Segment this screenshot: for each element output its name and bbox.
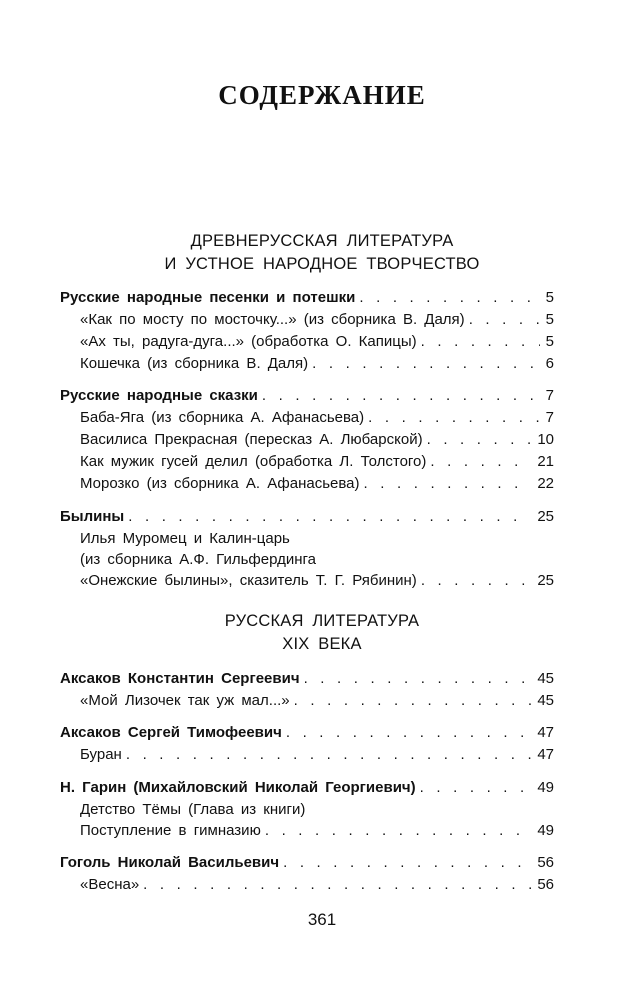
toc-entry-page: 56	[537, 876, 554, 893]
toc-entry-continuation	[80, 549, 554, 571]
toc-entry-page: 5	[545, 333, 554, 350]
toc-entry-page: 47	[537, 746, 554, 763]
toc-entry-title: Аксаков Константин Сергеевич	[60, 670, 300, 687]
toc-entry-page: 7	[545, 409, 554, 426]
toc-entry[interactable]	[80, 690, 554, 712]
toc-entry-title: (из сборника А.Ф. Гильфердинга	[80, 551, 316, 568]
toc-entry-title: «Как по мосту по мосточку...» (из сборника В. Даля)	[80, 311, 465, 328]
section-heading-line: И УСТНОЕ НАРОДНОЕ ТВОРЧЕСТВО	[164, 255, 480, 273]
section-heading-old-russian	[0, 230, 644, 276]
section-heading-line: XIX ВЕКА	[282, 635, 362, 653]
toc-entry[interactable]	[80, 528, 554, 550]
toc-leader-dots	[465, 309, 540, 331]
toc-entry-page: 25	[537, 572, 554, 589]
toc-leader-dots	[355, 287, 539, 309]
toc-entry-page: 22	[537, 475, 554, 492]
toc-entry-continuation[interactable]	[80, 820, 554, 842]
toc-entry-page: 45	[537, 692, 554, 709]
toc-leader-dots	[124, 506, 531, 528]
toc-entry[interactable]	[80, 429, 554, 451]
toc-entry-title: «Онежские былины», сказитель Т. Г. Рябинин)	[80, 572, 417, 589]
toc-leader-dots	[308, 353, 540, 375]
toc-entry-page: 5	[545, 311, 554, 328]
toc-entry-title: Н. Гарин (Михайловский Николай Георгиевич)	[60, 779, 416, 796]
toc-entry-songs[interactable]	[60, 287, 554, 309]
section-heading-line: РУССКАЯ ЛИТЕРАТУРА	[224, 612, 420, 630]
toc-entry-page: 7	[545, 387, 554, 404]
toc-entry[interactable]	[80, 353, 554, 375]
section-heading-line: ДРЕВНЕРУССКАЯ ЛИТЕРАТУРА	[190, 232, 454, 250]
toc-entry-page: 10	[537, 431, 554, 448]
toc-entry-page: 5	[545, 289, 554, 306]
toc-leader-dots	[261, 820, 531, 842]
toc-entry-title: Баба-Яга (из сборника А. Афанасьева)	[80, 409, 365, 426]
toc-leader-dots	[290, 690, 532, 712]
toc-leader-dots	[417, 331, 540, 353]
toc-entry[interactable]	[80, 799, 554, 821]
toc-entry-title: Поступление в гимназию	[80, 822, 261, 839]
toc-entry-page: 49	[537, 822, 554, 839]
toc-leader-dots	[258, 385, 540, 407]
toc-leader-dots	[416, 777, 532, 799]
toc-entry[interactable]	[80, 331, 554, 353]
toc-leader-dots	[122, 744, 531, 766]
toc-leader-dots	[139, 874, 531, 896]
toc-entry-tales[interactable]	[60, 385, 554, 407]
toc-entry-author[interactable]	[60, 777, 554, 799]
toc-entry-title: Буран	[80, 746, 122, 763]
toc-entry[interactable]	[80, 874, 554, 896]
toc-entry-title: Былины	[60, 508, 125, 525]
toc-entry-author[interactable]	[60, 852, 554, 874]
toc-entry[interactable]	[80, 309, 554, 331]
toc-entry-title: «Весна»	[80, 876, 140, 893]
toc-entry-byliny[interactable]	[60, 506, 554, 528]
section-heading-19th-century	[0, 610, 644, 656]
toc-entry-page: 25	[537, 508, 554, 525]
toc-entry-author[interactable]	[60, 668, 554, 690]
toc-entry-title: Гоголь Николай Васильевич	[60, 854, 280, 871]
toc-entry-title: Морозко (из сборника А. Афанасьева)	[80, 475, 360, 492]
toc-entry-page: 49	[537, 779, 554, 796]
toc-leader-dots	[423, 429, 532, 451]
toc-entry-title: Детство Тёмы (Глава из книги)	[80, 801, 306, 818]
toc-entry-page: 45	[537, 670, 554, 687]
toc-leader-dots	[360, 473, 532, 495]
toc-entry-title: «Мой Лизочек так уж мал...»	[80, 692, 290, 709]
toc-entry-title: Кошечка (из сборника В. Даля)	[80, 355, 309, 372]
toc-leader-dots	[300, 668, 532, 690]
toc-leader-dots	[417, 570, 532, 592]
toc-entry-title: Как мужик гусей делил (обработка Л. Толстого)	[80, 453, 427, 470]
toc-entry[interactable]	[80, 407, 554, 429]
toc-entry[interactable]	[80, 473, 554, 495]
toc-entry-author[interactable]	[60, 722, 554, 744]
toc-leader-dots	[364, 407, 540, 429]
toc-entry[interactable]	[80, 451, 554, 473]
toc-leader-dots	[279, 852, 531, 874]
toc-entry-page: 6	[545, 355, 554, 372]
toc-entry-title: Илья Муромец и Калин-царь	[80, 530, 290, 547]
toc-entry-title: Русские народные песенки и потешки	[60, 289, 356, 306]
toc-entry-title: Русские народные сказки	[60, 387, 258, 404]
toc-entry-page: 21	[537, 453, 554, 470]
toc-entry[interactable]	[80, 744, 554, 766]
toc-entry-title: Василиса Прекрасная (пересказ А. Любарской)	[80, 431, 423, 448]
toc-leader-dots	[282, 722, 531, 744]
toc-leader-dots	[426, 451, 531, 473]
toc-entry-page: 47	[537, 724, 554, 741]
toc-entry-title: «Ах ты, радуга-дуга...» (обработка О. Капицы)	[80, 333, 417, 350]
toc-entry-continuation[interactable]	[80, 570, 554, 592]
page-number: 361	[307, 910, 337, 929]
toc-entry-title: Аксаков Сергей Тимофеевич	[60, 724, 282, 741]
page-title: СОДЕРЖАНИЕ	[218, 80, 426, 110]
toc-entry-page: 56	[537, 854, 554, 871]
